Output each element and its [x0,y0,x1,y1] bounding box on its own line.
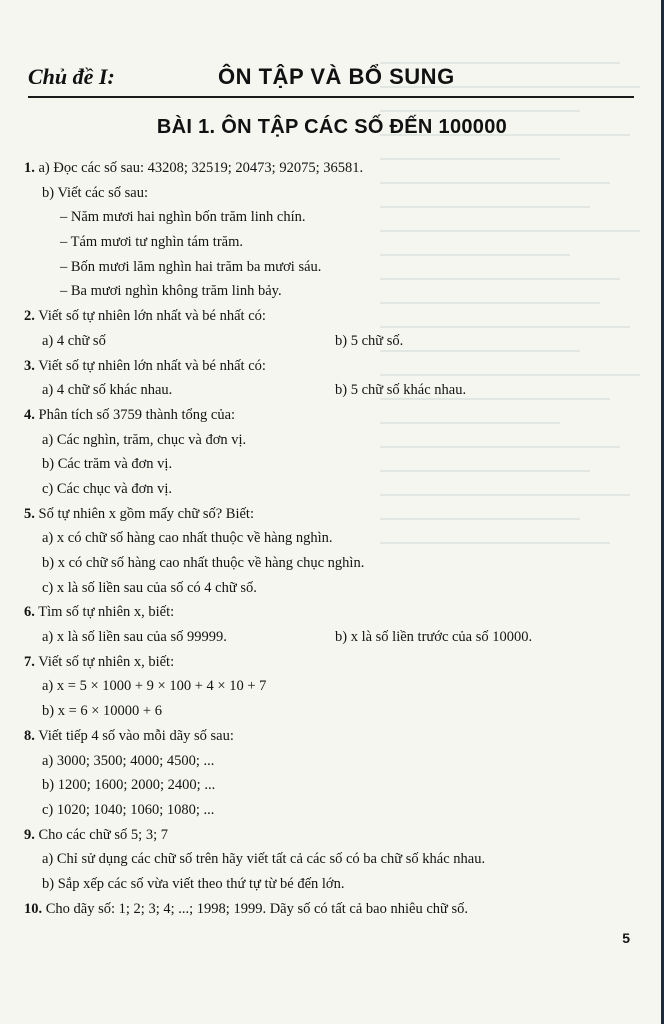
exercise-item [24,726,624,751]
exercise-subitem [24,479,624,504]
exercise-text: a) 3000; 3500; 4000; 4500; ... [42,752,215,769]
exercise-text: a) 4 chữ số [42,332,106,349]
exercise-text-col2: b) x là số liền trước của số 10000. [335,629,533,646]
exercise-text: a) x = 5 × 1000 + 9 × 100 + 4 × 10 + 7 [42,678,267,695]
chapter-label: Chủ đề I: [28,64,115,89]
exercise-number: 5. [24,505,35,522]
exercise-subitem [24,454,624,479]
exercise-text: Viết tiếp 4 số vào mỗi dãy số sau: [34,727,234,744]
exercise-text: Tìm số tự nhiên x, biết: [34,604,175,621]
exercise-subitem [24,553,624,578]
exercise-text: a) 4 chữ số khác nhau. [42,382,173,399]
exercise-text: c) 1020; 1040; 1060; 1080; ... [42,801,215,818]
exercise-text: c) x là số liền sau của số có 4 chữ số. [42,579,257,596]
exercise-list [24,158,624,923]
exercise-subitem [24,331,624,356]
exercise-subitem [24,849,624,874]
exercise-text: Số tự nhiên x gồm mấy chữ số? Biết: [34,505,254,522]
exercise-number: 7. [24,653,35,670]
exercise-text: b) Các trăm và đơn vị. [42,456,173,473]
exercise-text-col2: b) 5 chữ số khác nhau. [335,382,467,399]
exercise-text: a) x có chữ số hàng cao nhất thuộc về hàng nghìn. [42,530,333,547]
exercise-text: Viết số tự nhiên x, biết: [34,653,175,670]
exercise-subitem [24,800,624,825]
exercise-number: 10. [24,900,43,917]
exercise-text: b) x = 6 × 10000 + 6 [42,703,162,720]
exercise-text: a) Đọc các số sau: 43208; 32519; 20473; 92075; 36581. [34,160,364,176]
exercise-number: 1. [24,160,35,176]
exercise-subitem [24,281,624,306]
exercise-item [24,602,624,627]
exercise-subitem [24,874,624,899]
exercise-text: – Ba mươi nghìn không trăm linh bảy. [60,283,282,300]
exercise-text: a) Các nghìn, trăm, chục và đơn vị. [42,431,247,448]
exercise-text: b) x có chữ số hàng cao nhất thuộc về hàng chục nghìn. [42,555,365,571]
exercise-text: – Năm mươi hai nghìn bốn trăm linh chín. [60,209,306,226]
exercise-subitem [24,380,624,405]
exercise-subitem [24,207,624,232]
exercise-subitem [24,627,624,652]
exercise-item [24,504,624,529]
exercise-text: Phân tích số 3759 thành tổng của: [34,406,236,423]
exercise-subitem [24,676,624,701]
exercise-subitem [24,257,624,282]
exercise-subitem [24,775,624,800]
exercise-number: 9. [24,826,35,843]
exercise-text: Viết số tự nhiên lớn nhất và bé nhất có: [34,357,266,374]
exercise-number: 3. [24,357,35,374]
exercise-text: b) 1200; 1600; 2000; 2400; ... [42,777,216,794]
exercise-subitem [24,528,624,553]
exercise-text: a) x là số liền sau của số 99999. [42,629,227,646]
exercise-text: Cho dãy số: 1; 2; 3; 4; ...; 1998; 1999. Dãy số có tất cả bao nhiêu chữ số. [42,900,469,917]
exercise-number: 8. [24,727,35,744]
exercise-text: – Bốn mươi lăm nghìn hai trăm ba mươi sáu. [60,258,322,275]
exercise-item [24,899,624,924]
exercise-subitem [24,751,624,776]
exercise-text: b) Sắp xếp các số vừa viết theo thứ tự từ bé đến lớn. [42,875,345,892]
exercise-item [24,652,624,677]
exercise-number: 6. [24,604,35,621]
lesson-title: BÀI 1. ÔN TẬP CÁC SỐ ĐẾN 100000 [156,116,508,138]
exercise-text: c) Các chục và đơn vị. [42,480,173,497]
exercise-item [24,405,624,430]
exercise-number: 2. [24,308,35,325]
page-number: 5 [622,930,630,946]
exercise-subitem [24,578,624,603]
exercise-item [24,306,624,331]
exercise-text: Viết số tự nhiên lớn nhất và bé nhất có: [34,308,266,325]
exercise-text: b) Viết các số sau: [42,184,148,201]
exercise-text-col2: b) 5 chữ số. [335,332,404,349]
exercise-text: a) Chỉ sử dụng các chữ số trên hãy viết tất cả các số có ba chữ số khác nhau. [42,851,486,868]
exercise-item [24,158,624,183]
chapter-title: ÔN TẬP VÀ BỔ SUNG [218,64,455,89]
exercise-item [24,356,624,381]
exercise-text: Cho các chữ số 5; 3; 7 [34,826,168,843]
exercise-subitem [24,430,624,455]
exercise-text: – Tám mươi tư nghìn tám trăm. [60,234,243,251]
exercise-subitem [24,183,624,208]
chapter-header [28,60,634,98]
exercise-subitem [24,701,624,726]
exercise-item [24,825,624,850]
exercise-number: 4. [24,406,35,423]
exercise-subitem [24,232,624,257]
